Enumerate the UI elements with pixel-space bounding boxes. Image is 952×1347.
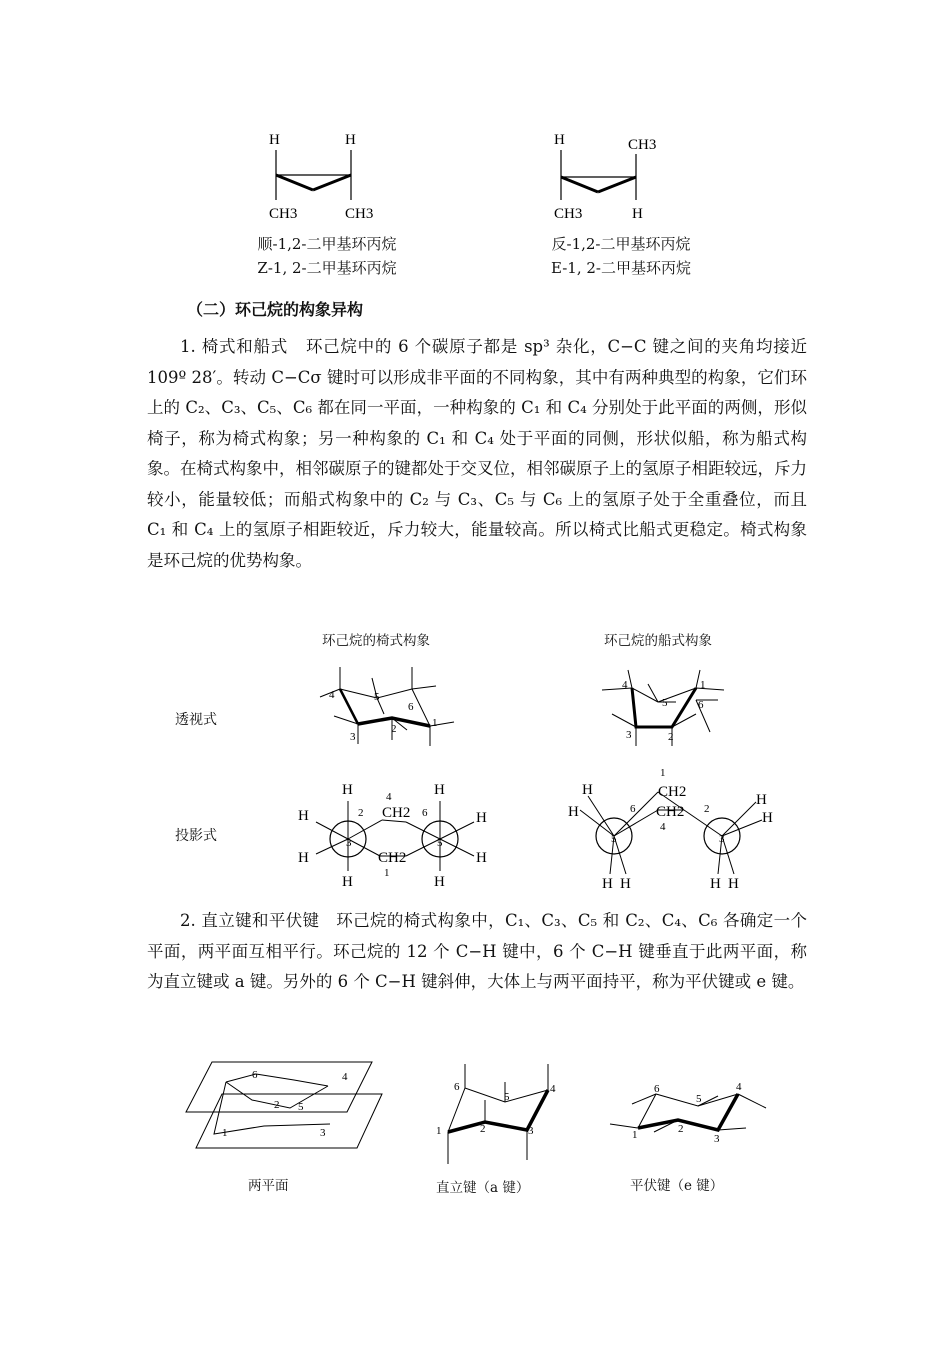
paragraph-lead: 2. 直立键和平伏键: [180, 911, 320, 930]
chair-conformation-title: 环己烷的椅式构象: [322, 633, 430, 649]
boat-newman-num: 4: [660, 821, 666, 833]
chair-persp-num: 3: [350, 731, 356, 743]
planes-num: 6: [252, 1069, 258, 1081]
cis-top-left-label: H: [269, 132, 280, 148]
axial-num: 4: [550, 1083, 556, 1095]
boat-newman-h: H: [582, 782, 593, 798]
chair-newman-ch2-top: CH2: [382, 805, 411, 821]
trans-bottom-left-label: CH3: [554, 206, 583, 222]
boat-newman-h: H: [568, 804, 579, 820]
boat-persp-num: 6: [698, 699, 704, 711]
boat-perspective-drawing: [598, 662, 728, 747]
equatorial-num: 2: [678, 1123, 684, 1135]
chair-newman-num: 4: [386, 791, 392, 803]
equatorial-bond-caption: 平伏键（e 键）: [630, 1178, 724, 1194]
paragraph-axial-equatorial: [147, 906, 807, 998]
chair-newman-num: 1: [384, 867, 390, 879]
chair-newman-projection: [290, 776, 500, 890]
axial-bonds-drawing: [430, 1060, 570, 1170]
paragraph-lead: 1. 椅式和船式: [180, 337, 288, 356]
equatorial-num: 5: [696, 1093, 702, 1105]
boat-persp-num: 5: [662, 697, 668, 709]
paragraph-chair-boat: [147, 332, 807, 576]
chair-persp-num: 2: [391, 723, 397, 735]
chair-newman-num: 5: [437, 837, 443, 849]
chair-newman-ch2-bottom: CH2: [378, 850, 407, 866]
boat-newman-num: 3: [719, 833, 725, 845]
equatorial-num: 6: [654, 1083, 660, 1095]
boat-newman-ch2-top: CH2: [658, 784, 687, 800]
boat-newman-h: H: [728, 876, 739, 890]
trans-top-right-label: CH3: [628, 137, 657, 153]
boat-newman-h: H: [762, 810, 773, 826]
boat-newman-h: H: [756, 792, 767, 808]
chair-persp-num: 1: [432, 717, 438, 729]
cis-bottom-left-label: CH3: [269, 206, 298, 222]
boat-persp-num: 4: [622, 679, 628, 691]
planes-num: 1: [222, 1127, 228, 1139]
trans-name-1: 反-1,2-二甲基环丙烷: [551, 235, 691, 253]
chair-persp-num: 4: [329, 689, 335, 701]
chair-persp-num: 6: [408, 701, 414, 713]
axial-bond-caption: 直立键（a 键）: [436, 1180, 530, 1196]
boat-newman-num: 6: [630, 803, 636, 815]
planes-num: 3: [320, 1127, 326, 1139]
trans-name-2: E-1, 2-二甲基环丙烷: [551, 259, 691, 277]
axial-num: 3: [528, 1125, 534, 1137]
equatorial-num: 3: [714, 1133, 720, 1145]
chair-newman-h: H: [476, 850, 487, 866]
boat-newman-num: 5: [611, 833, 617, 845]
axial-num: 1: [436, 1125, 442, 1137]
chair-newman-h: H: [342, 874, 353, 890]
equatorial-num: 1: [632, 1129, 638, 1141]
boat-newman-num: 2: [704, 803, 710, 815]
chair-newman-num: 6: [422, 807, 428, 819]
chair-newman-h: H: [298, 808, 309, 824]
boat-newman-h: H: [620, 876, 631, 890]
chair-newman-h: H: [342, 782, 353, 798]
cis-top-right-label: H: [345, 132, 356, 148]
equatorial-bonds-drawing: [606, 1070, 776, 1150]
boat-newman-h: H: [710, 876, 721, 890]
chair-newman-h: H: [298, 850, 309, 866]
boat-newman-h: H: [602, 876, 613, 890]
trans-bottom-right-label: H: [632, 206, 643, 222]
cis-bottom-right-label: CH3: [345, 206, 374, 222]
axial-num: 2: [480, 1123, 486, 1135]
chair-persp-num: 5: [374, 691, 380, 703]
perspective-row-label: 透视式: [175, 712, 217, 728]
boat-conformation-title: 环己烷的船式构象: [604, 633, 712, 649]
cis-name-1: 顺-1,2-二甲基环丙烷: [257, 235, 397, 253]
boat-persp-num: 1: [700, 679, 706, 691]
section-title: （二）环己烷的构象异构: [187, 300, 364, 319]
cis-dimethylcyclopropane-structure: [255, 120, 425, 230]
paragraph-text: 环己烷的椅式构象中，C₁、C₃、C₅ 和 C₂、C₄、C₆ 各确定一个平面，两平面互相平行。环己烷的 12 个 C−H 键中，6 个 C−H 键垂直于此两平面，称为直立键或 a 键。另外的 6 个 C−H 键斜伸，大体上与两平面持平，称为平伏键或 e 键。: [147, 911, 807, 991]
two-planes-caption: 两平面: [248, 1178, 289, 1194]
projection-row-label: 投影式: [175, 828, 217, 844]
chair-newman-num: 3: [346, 837, 352, 849]
axial-num: 6: [454, 1081, 460, 1093]
chair-newman-h: H: [434, 782, 445, 798]
trans-dimethylcyclopropane-structure: [540, 120, 710, 230]
boat-newman-ch2-mid: CH2: [656, 804, 685, 820]
boat-persp-num: 3: [626, 729, 632, 741]
planes-num: 4: [342, 1071, 348, 1083]
planes-num: 2: [274, 1099, 280, 1111]
boat-newman-num: 1: [660, 767, 666, 779]
chair-perspective-drawing: [312, 662, 462, 747]
chair-newman-h: H: [434, 874, 445, 890]
equatorial-num: 4: [736, 1081, 742, 1093]
cis-name-2: Z-1, 2-二甲基环丙烷: [257, 259, 397, 277]
planes-num: 5: [298, 1101, 304, 1113]
chair-newman-num: 2: [358, 807, 364, 819]
trans-top-left-label: H: [554, 132, 565, 148]
two-planes-drawing: [182, 1060, 392, 1160]
paragraph-text: 环己烷中的 6 个碳原子都是 sp³ 杂化，C−C 键之间的夹角均接近 109º 28′。转动 C−Cσ 键时可以形成非平面的不同构象，其中有两种典型的构象，它们环上的 C₂、C₃、C₅、C₆ 都在同一平面，一种构象的 C₁ 和 C₄ 分别处于此平面的两侧，形似椅子，称为椅式构象；另一种构象的 C₁ 和 C₄ 处于平面的同侧，形状似船，称为船式构象。在椅式构象中，相邻碳原子的键都处于交叉位，相邻碳原子上的氢原子相距较远，斥力较小，能量较低；而船式构象中的 C₂ 与 C₃、C₅ 与 C₆ 上的氢原子处于全重叠位，而且 C₁ 和 C₄ 上的氢原子相距较近，斥力较大，能量较高。所以椅式比船式更稳定。椅式构象是环己烷的优势构象。: [147, 337, 807, 570]
boat-newman-projection: [566, 766, 786, 890]
chair-newman-h: H: [476, 810, 487, 826]
axial-num: 5: [504, 1091, 510, 1103]
boat-persp-num: 2: [668, 731, 674, 743]
